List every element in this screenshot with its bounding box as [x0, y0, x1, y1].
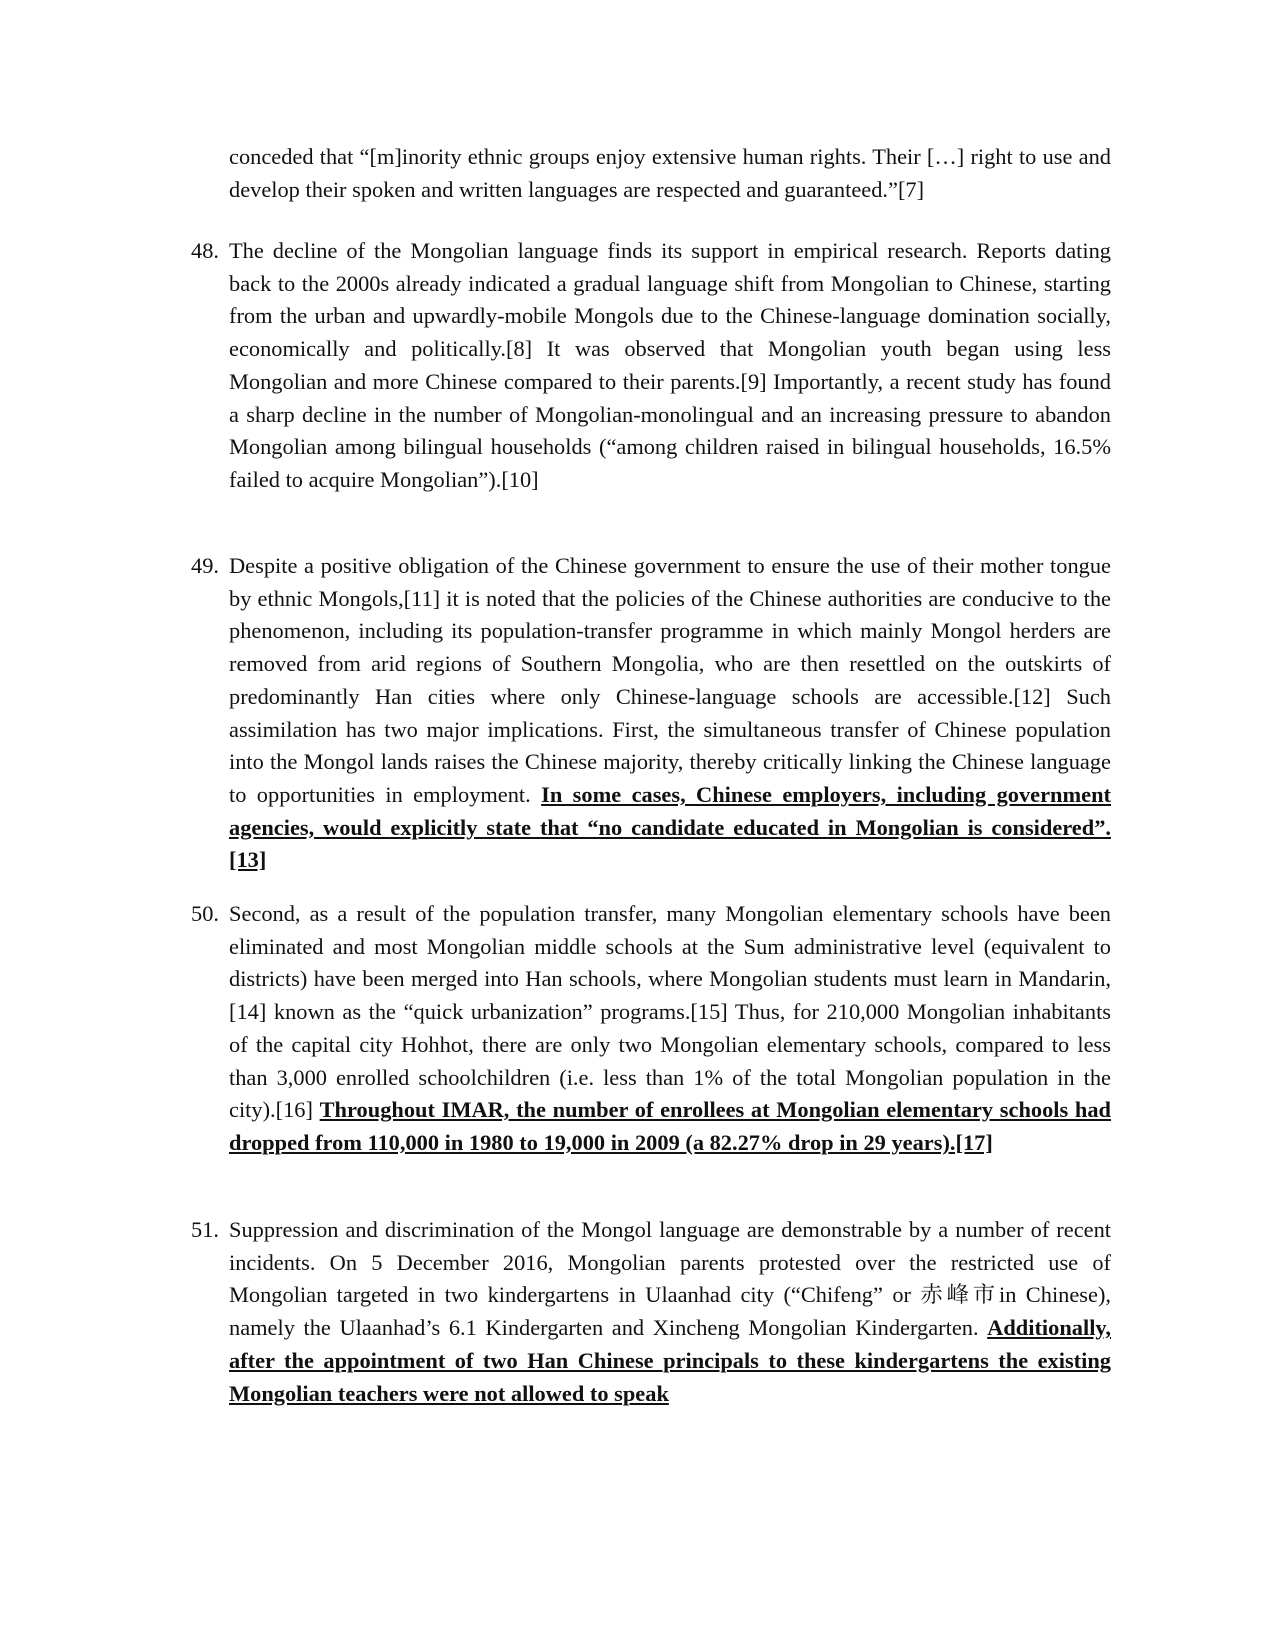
- paragraph-text: The decline of the Mongolian language finds its support in empirical research. Reports dating back to the 2000s already indicated a gradual language shift from Mongolian to Chinese, starting from the urban and upwardly-mobile Mongols due to the Chinese-language domination socially, economically and politically.[8] It was observed that Mongolian youth began using less Mongolian and more Chinese compared to their parents.[9] Importantly, a recent study has found a sharp decline in the number of Mongolian-monolingual and an increasing pressure to abandon Mongolian among bilingual households (“among children raised in bilingual households, 16.5% failed to acquire Mongolian”).[10]: [229, 238, 1111, 492]
- emphasized-text: Additionally, after the appointment of two Han Chinese principals to these kindergartens the existing Mongolian teachers were not allowed to speak: [229, 1315, 1111, 1406]
- paragraph-49: [191, 550, 1111, 877]
- emphasized-text: In some cases, Chinese employers, including government agencies, would explicitly state that “no candidate educated in Mongolian is considered”.[13]: [229, 781, 1111, 873]
- paragraph-text: Suppression and discrimination of the Mongol language are demonstrable by a number of recent incidents. On 5 December 2016, Mongolian parents protested over the restricted use of Mongolian targeted in two kindergartens in Ulaanhad city (“Chifeng” or 赤峰市in Chinese), namely the Ulaanhad’s 6.1 Kindergarten and Xincheng Mongolian Kindergarten.: [229, 1217, 1111, 1341]
- paragraph-text: conceded that “[m]inority ethnic groups enjoy extensive human rights. Their […] right to use and develop their spoken and written languages are respected and guaranteed.”[7]: [229, 144, 1111, 202]
- paragraph-number: 50.: [191, 901, 219, 926]
- paragraph-text: Despite a positive obligation of the Chinese government to ensure the use of their mother tongue by ethnic Mongols,[11] it is noted that the policies of the Chinese authorities are conducive to the phenomenon, including its population-transfer programme in which mainly Mongol herders are removed from arid regions of Southern Mongolia, who are then resettled on the outskirts of predominantly Han cities where only Chinese-language schools are accessible.[12] Such assimilation has two major implications. First, the simultaneous transfer of Chinese population into the Mongol lands raises the Chinese majority, thereby critically linking the Chinese language to opportunities in employment.: [229, 553, 1111, 807]
- paragraph-text: Second, as a result of the population transfer, many Mongolian elementary schools have been eliminated and most Mongolian middle schools at the Sum administrative level (equivalent to districts) have been merged into Han schools, where Mongolian students must learn in Mandarin,[14] known as the “quick urbanization” programs.[15] Thus, for 210,000 Mongolian inhabitants of the capital city Hohhot, there are only two Mongolian elementary schools, compared to less than 3,000 enrolled schoolchildren (i.e. less than 1% of the total Mongolian population in the city).[16]: [229, 901, 1111, 1123]
- paragraph-48: [191, 235, 1111, 497]
- emphasized-text: Throughout IMAR, the number of enrollees at Mongolian elementary schools had dropped from 110,000 in 1980 to 19,000 in 2009 (a 82.27% drop in 29 years).[17]: [229, 1097, 1112, 1155]
- paragraph-51: [191, 1214, 1111, 1410]
- paragraph-47-continuation: [229, 141, 1111, 206]
- paragraph-number: 49.: [191, 553, 219, 578]
- paragraph-number: 48.: [191, 238, 219, 263]
- paragraph-number: 51.: [191, 1217, 219, 1242]
- paragraph-50: [191, 898, 1112, 1160]
